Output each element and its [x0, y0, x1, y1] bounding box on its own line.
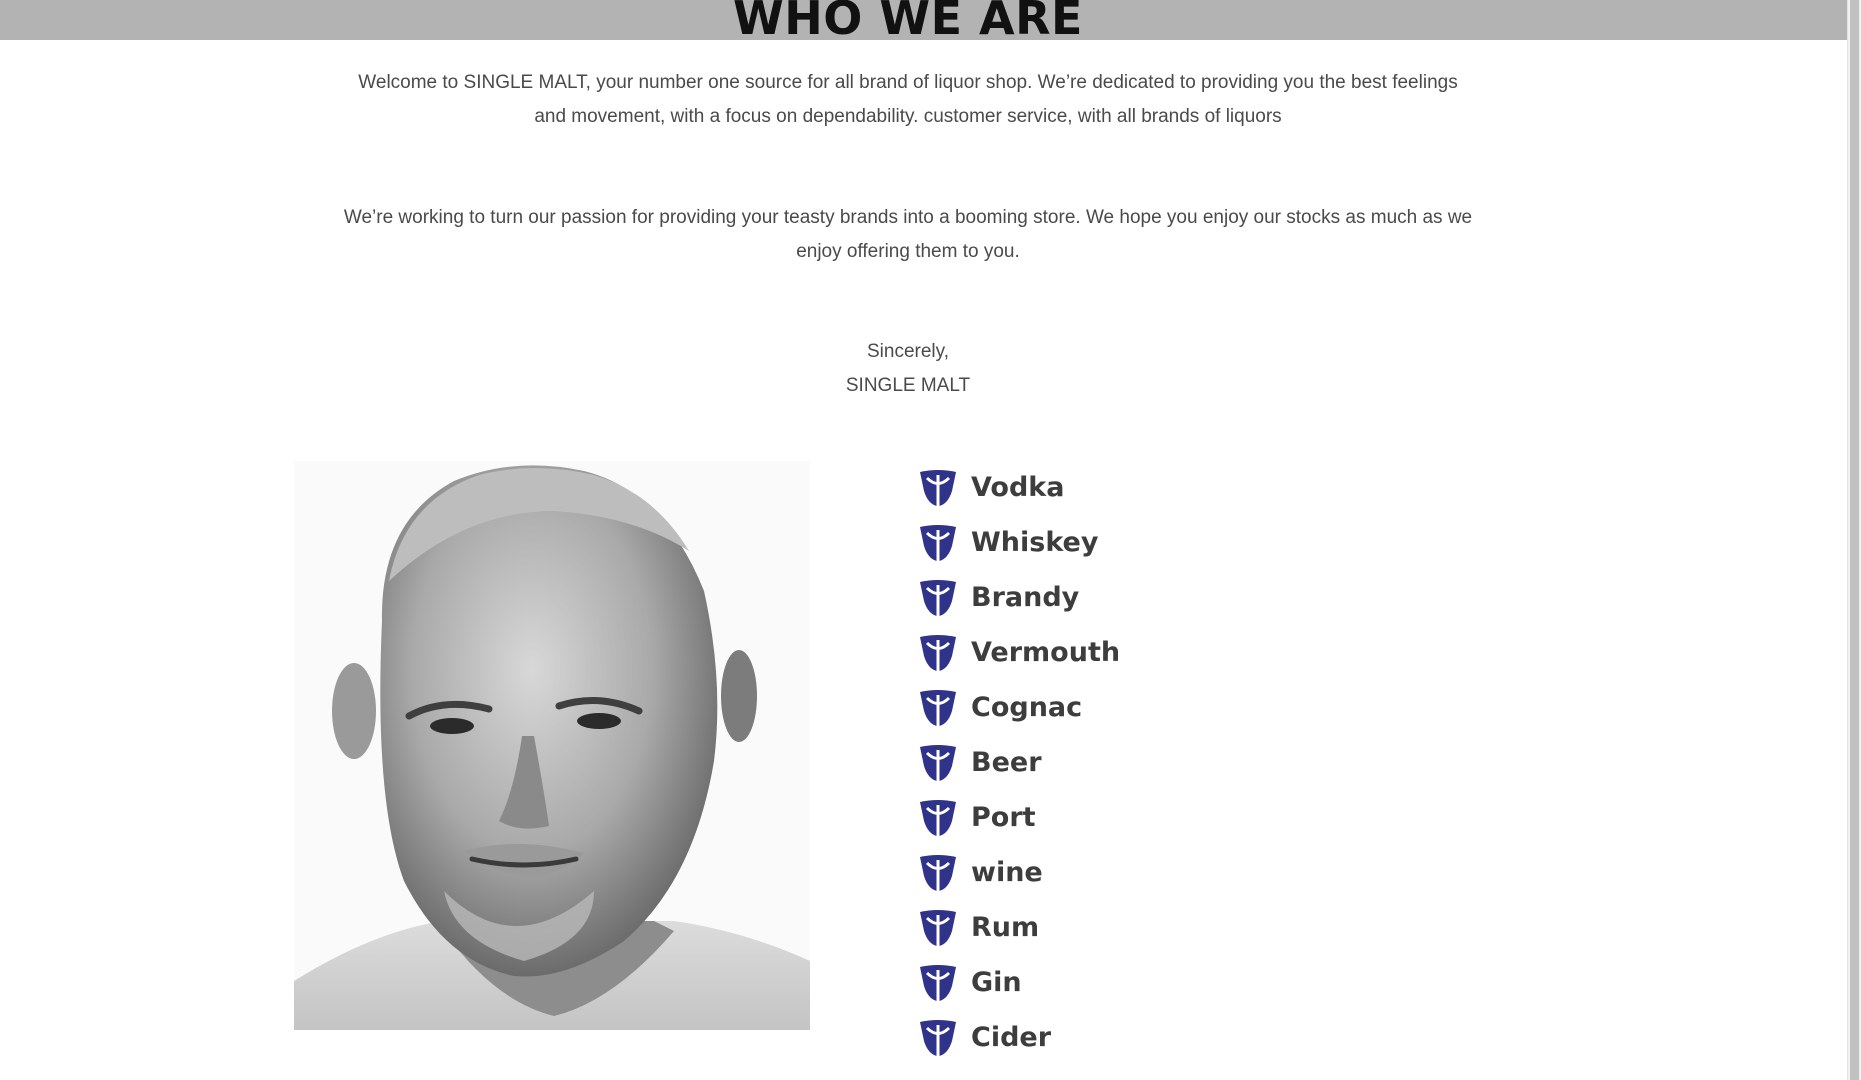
liquor-label: Brandy — [971, 582, 1080, 613]
liquor-list-item — [918, 735, 1318, 790]
liquor-list-item — [918, 570, 1318, 625]
cocktail-glass-icon — [918, 964, 958, 1002]
page-title: WHO WE ARE — [733, 0, 1083, 40]
vertical-scrollbar[interactable] — [1847, 0, 1861, 1080]
cocktail-glass-icon — [918, 854, 958, 892]
liquor-list — [918, 460, 1318, 1065]
liquor-label: Whiskey — [971, 527, 1099, 558]
liquor-label: Vodka — [971, 472, 1065, 503]
cocktail-glass-icon — [918, 524, 958, 562]
liquor-label: Cognac — [971, 692, 1083, 723]
liquor-list-item — [918, 1010, 1318, 1065]
intro-paragraph-1: Welcome to SINGLE MALT, your number one source for all brand of liquor shop. We’re dedicated to providing you the best feelings and movement, with a focus on dependability. customer service, with all brands of liquors — [358, 72, 1458, 127]
cocktail-glass-icon — [918, 744, 958, 782]
liquor-list-item — [918, 900, 1318, 955]
header-band — [0, 0, 1848, 40]
liquor-list-item — [918, 680, 1318, 735]
signoff-signature: SINGLE MALT — [845, 375, 971, 396]
founder-portrait-graphic — [294, 461, 810, 1030]
cocktail-glass-icon — [918, 799, 958, 837]
liquor-label: Cider — [971, 1022, 1052, 1053]
liquor-list-item — [918, 790, 1318, 845]
cocktail-glass-icon — [918, 1019, 958, 1057]
liquor-list-item — [918, 625, 1318, 680]
cocktail-glass-icon — [918, 909, 958, 947]
intro-paragraph-2: We’re working to turn our passion for providing your teasty brands into a booming store. We hope you enjoy our stocks as much as we enjoy offering them to you. — [343, 207, 1473, 262]
liquor-label: Gin — [971, 967, 1022, 998]
liquor-label: Beer — [971, 747, 1042, 778]
liquor-list-item — [918, 460, 1318, 515]
signoff-closing: Sincerely, — [866, 341, 949, 362]
cocktail-glass-icon — [918, 579, 958, 617]
liquor-list-item — [918, 955, 1318, 1010]
liquor-list-item — [918, 845, 1318, 900]
liquor-label: Vermouth — [971, 637, 1121, 668]
founder-portrait — [294, 461, 810, 1030]
scrollbar-thumb[interactable] — [1850, 0, 1859, 1080]
liquor-label: Port — [971, 802, 1036, 833]
cocktail-glass-icon — [918, 689, 958, 727]
liquor-label: Rum — [971, 912, 1040, 943]
cocktail-glass-icon — [918, 469, 958, 507]
liquor-label: wine — [971, 857, 1043, 888]
cocktail-glass-icon — [918, 634, 958, 672]
liquor-list-item — [918, 515, 1318, 570]
